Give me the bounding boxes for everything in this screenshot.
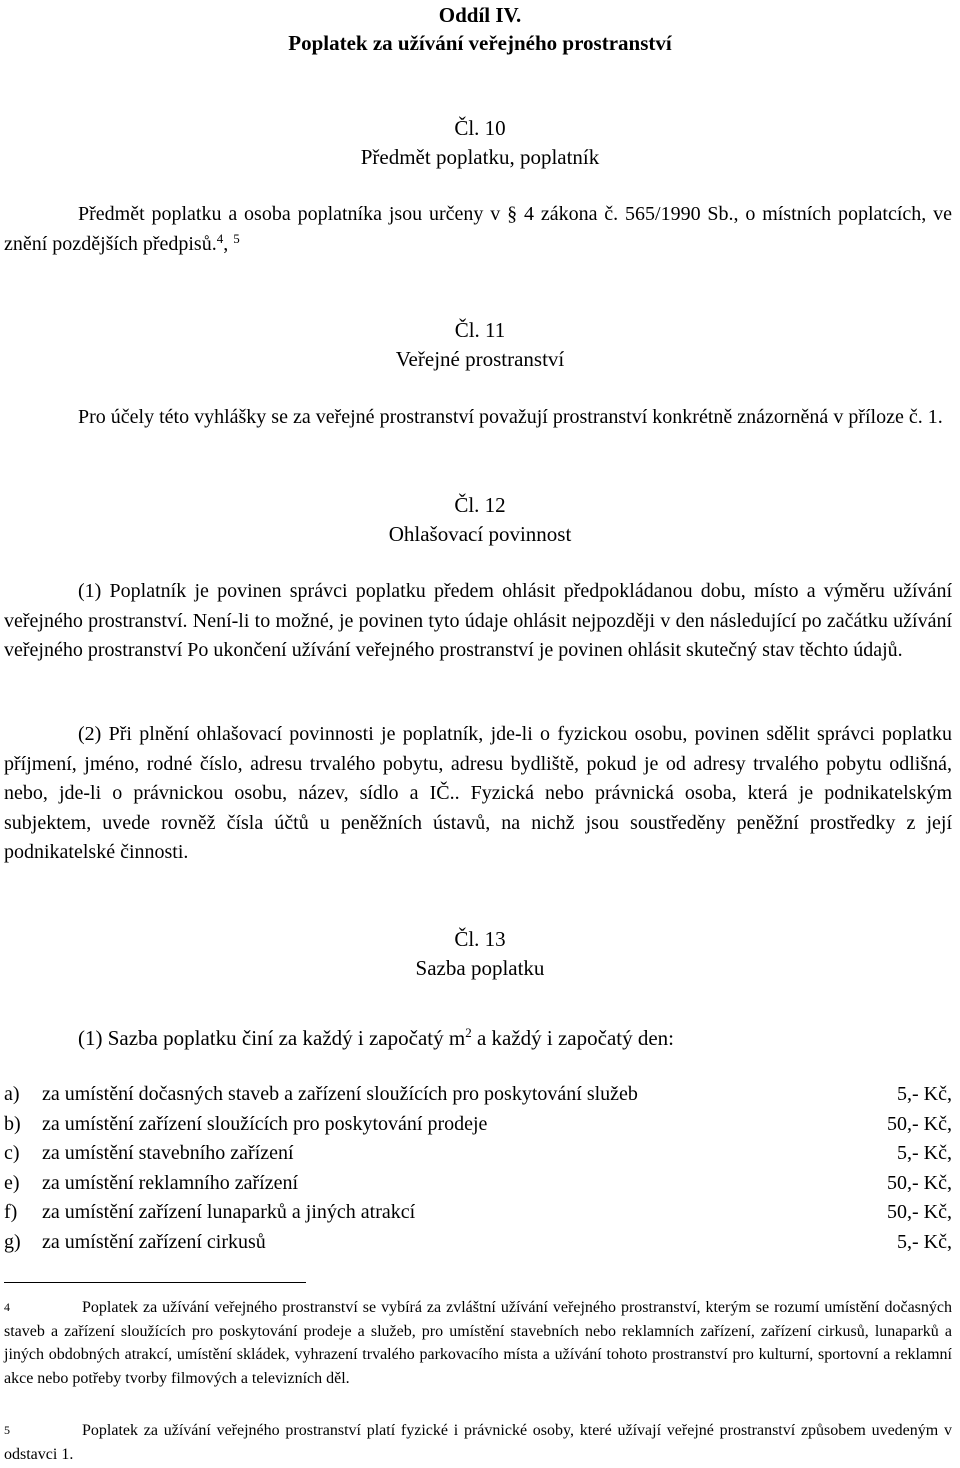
footnote-4-mark: 4 [4,1300,10,1314]
article-10-number: Čl. 10 [454,116,506,140]
square-meter-superscript: 2 [465,1025,472,1040]
rate-item-label: c) [4,1142,20,1164]
rate-item-text: za umístění reklamního zařízení [42,1171,299,1194]
rate-item-label: g) [4,1230,21,1253]
article-13-intro-text: (1) Sazba poplatku činí za každý i započatý m [78,1026,466,1050]
section-subtitle: Poplatek za užívání veřejného prostranství [288,31,672,55]
footnote-ref-4: 4 [216,230,224,246]
footnote-5 [4,1419,952,1466]
footnote-5-mark: 5 [4,1423,10,1437]
article-11-number: Čl. 11 [454,318,506,342]
rate-item [4,1198,952,1228]
rate-item [4,1139,952,1169]
footnote-4 [4,1296,952,1390]
rate-item-text: za umístění stavebního zařízení [42,1142,294,1164]
rate-item-amount: 5,- Kč, [897,1083,952,1105]
rate-item [4,1080,952,1110]
article-11-text: Pro účely této vyhlášky se za veřejné prostranství považují prostranství konkrétně znázorněná v příloze č. 1. [78,406,943,428]
rate-item-label: f) [4,1201,18,1223]
rate-item-label: b) [4,1112,21,1135]
article-10-body: Předmět poplatku a osoba poplatníka jsou určeny v § 4 zákona č. 565/1990 Sb., o místních poplatcích, ve znění pozdějších předpisů. [4,203,952,255]
rate-item [4,1169,952,1199]
rate-item-amount: 50,- Kč, [887,1171,952,1194]
article-11-heading: Veřejné prostranství [395,347,565,371]
article-12-number: Čl. 12 [454,493,506,517]
rate-item-amount: 50,- Kč, [887,1112,952,1135]
rate-item [4,1228,952,1258]
footnote-5-text: Poplatek za užívání veřejného prostranství platí fyzické i právnické osoby, které užívají veřejné prostranství způsobem uvedeným v odstavci 1. [4,1422,952,1463]
rate-list [4,1080,952,1257]
rate-item-text: za umístění dočasných staveb a zařízení sloužících pro poskytování služeb [42,1083,638,1105]
rate-item-amount: 5,- Kč, [897,1230,952,1253]
article-12-paragraph-1: (1) Poplatník je povinen správci poplatku předem ohlásit předpokládanou dobu, místo a výměru užívání veřejného prostranství. Není-li to možné, je povinen tyto údaje ohlásit nejpozději v den následující po začátku užívání veřejného prostranství Po ukončení užívání veřejného prostranství je povinen ohlásit skutečný stav těchto údajů. [4,580,952,661]
rate-item-amount: 5,- Kč, [897,1142,952,1164]
rate-item-amount: 50,- Kč, [887,1201,952,1223]
rate-item [4,1110,952,1140]
article-13-number: Čl. 13 [454,927,506,951]
rate-item-label: a) [4,1083,20,1105]
rate-item-text: za umístění zařízení cirkusů [42,1230,266,1253]
article-10-heading: Předmět poplatku, poplatník [360,145,600,169]
article-12-paragraph-2: (2) Při plnění ohlašovací povinnosti je poplatník, jde-li o fyzickou osobu, povinen sdělit správci poplatku příjmení, jméno, rodné číslo, adresu trvalého pobytu, adresu bydliště, pokud je od adresy trvalého pobytu odlišná, nebo, jde-li o právnickou osobu, název, sídlo a IČ.. Fyzická nebo právnická osoba, která je podnikatelským subjektem, uvede rovněž čísla účtů u peněžních ústavů, na nichž jsou soustředěny peněžní prostředky z její podnikatelské činnosti. [4,723,952,863]
footnote-divider [4,1282,306,1283]
section-title: Oddíl IV. [438,3,522,27]
footnote-ref-separator: , [223,232,234,255]
article-13-intro-tail: a každý i započatý den: [471,1026,675,1050]
footnote-4-text: Poplatek za užívání veřejného prostranství se vybírá za zvláštní užívání veřejného prostranství, kterým se rozumí umístění dočasných staveb a zařízení sloužících pro poskytování prodeje a služeb, pro umístění stavebních nebo reklamních zařízení, zařízení cirkusů, lunaparků a jiných obdobných atrakcí, umístění skládek, vyhrazení trvalého parkovacího místa a užívání tohoto prostranství pro kulturní, sportovní a reklamní akce nebo potřeby tvorby filmových a televizních děl. [4,1299,952,1387]
article-13-heading: Sazba poplatku [415,956,545,980]
rate-item-text: za umístění zařízení lunaparků a jiných atrakcí [42,1201,416,1223]
footnote-ref-5: 5 [233,230,240,246]
article-13-intro [4,1024,952,1054]
article-12-heading: Ohlašovací povinnost [388,522,572,546]
article-10-text [4,200,952,259]
rate-item-text: za umístění zařízení sloužících pro poskytování prodeje [42,1112,488,1135]
rate-item-label: e) [4,1171,20,1194]
